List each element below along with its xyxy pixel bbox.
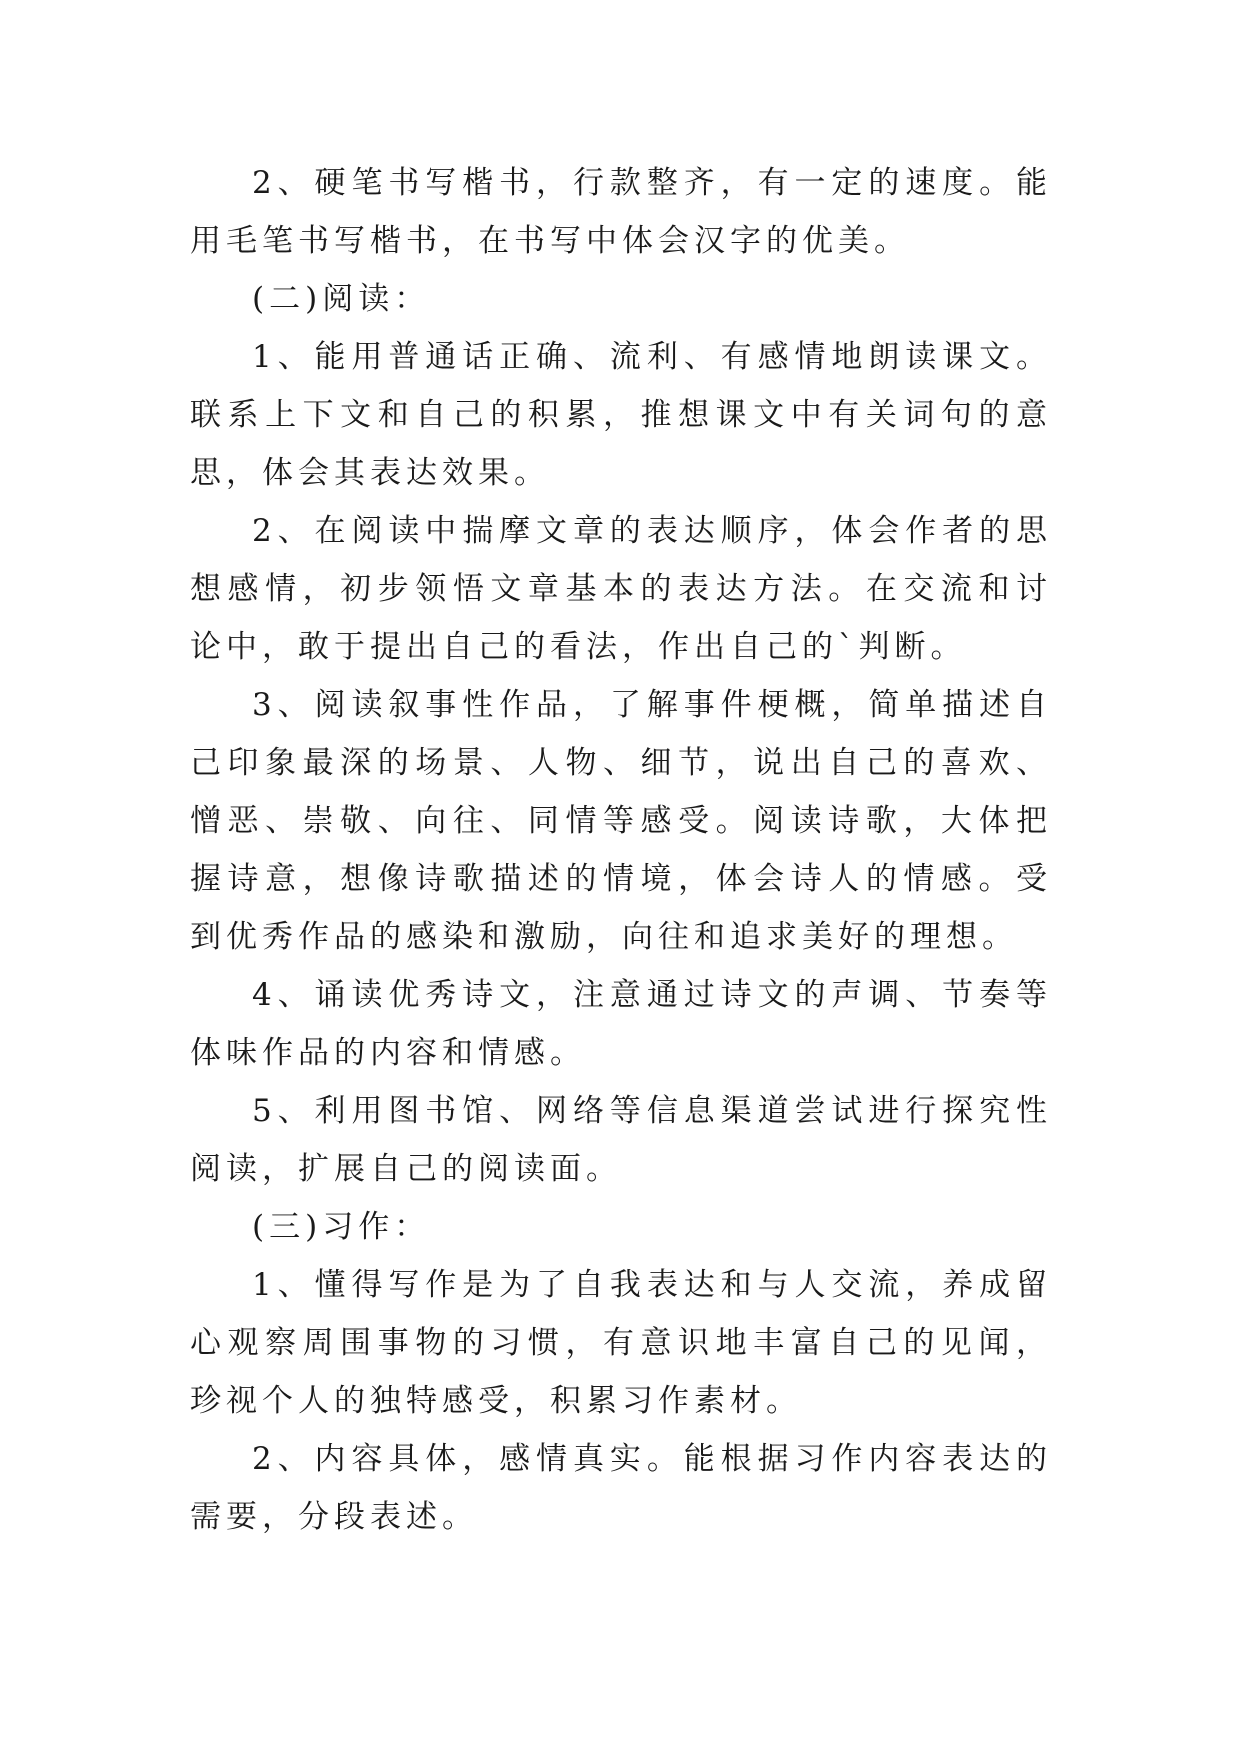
paragraph-writing-1: 1、懂得写作是为了自我表达和与人交流，养成留心观察周围事物的习惯，有意识地丰富自己的见闻，珍视个人的独特感受，积累习作素材。 bbox=[190, 1267, 1052, 1419]
paragraph-writing-2: 2、内容具体，感情真实。能根据习作内容表达的需要，分段表述。 bbox=[190, 1441, 1052, 1535]
section-heading-reading: (二)阅读： bbox=[252, 281, 431, 317]
document-body bbox=[190, 154, 1052, 1546]
paragraph-reading-3: 3、阅读叙事性作品，了解事件梗概，简单描述自己印象最深的场景、人物、细节，说出自己的喜欢、憎恶、崇敬、向往、同情等感受。阅读诗歌，大体把握诗意，想像诗歌描述的情境，体会诗人的情感。受到优秀作品的感染和激励，向往和追求美好的理想。 bbox=[190, 687, 1052, 955]
paragraph-handwriting: 2、硬笔书写楷书，行款整齐，有一定的速度。能用毛笔书写楷书，在书写中体会汉字的优美。 bbox=[190, 165, 1052, 259]
paragraph-reading-5: 5、利用图书馆、网络等信息渠道尝试进行探究性阅读，扩展自己的阅读面。 bbox=[190, 1093, 1052, 1187]
section-heading-writing: (三)习作： bbox=[252, 1209, 431, 1245]
paragraph-reading-4: 4、诵读优秀诗文，注意通过诗文的声调、节奏等体味作品的内容和情感。 bbox=[190, 977, 1052, 1071]
paragraph-reading-2: 2、在阅读中揣摩文章的表达顺序，体会作者的思想感情，初步领悟文章基本的表达方法。在交流和讨论中，敢于提出自己的看法，作出自己的`判断。 bbox=[190, 513, 1052, 665]
paragraph-reading-1: 1、能用普通话正确、流利、有感情地朗读课文。联系上下文和自己的积累，推想课文中有关词句的意思，体会其表达效果。 bbox=[190, 339, 1052, 491]
